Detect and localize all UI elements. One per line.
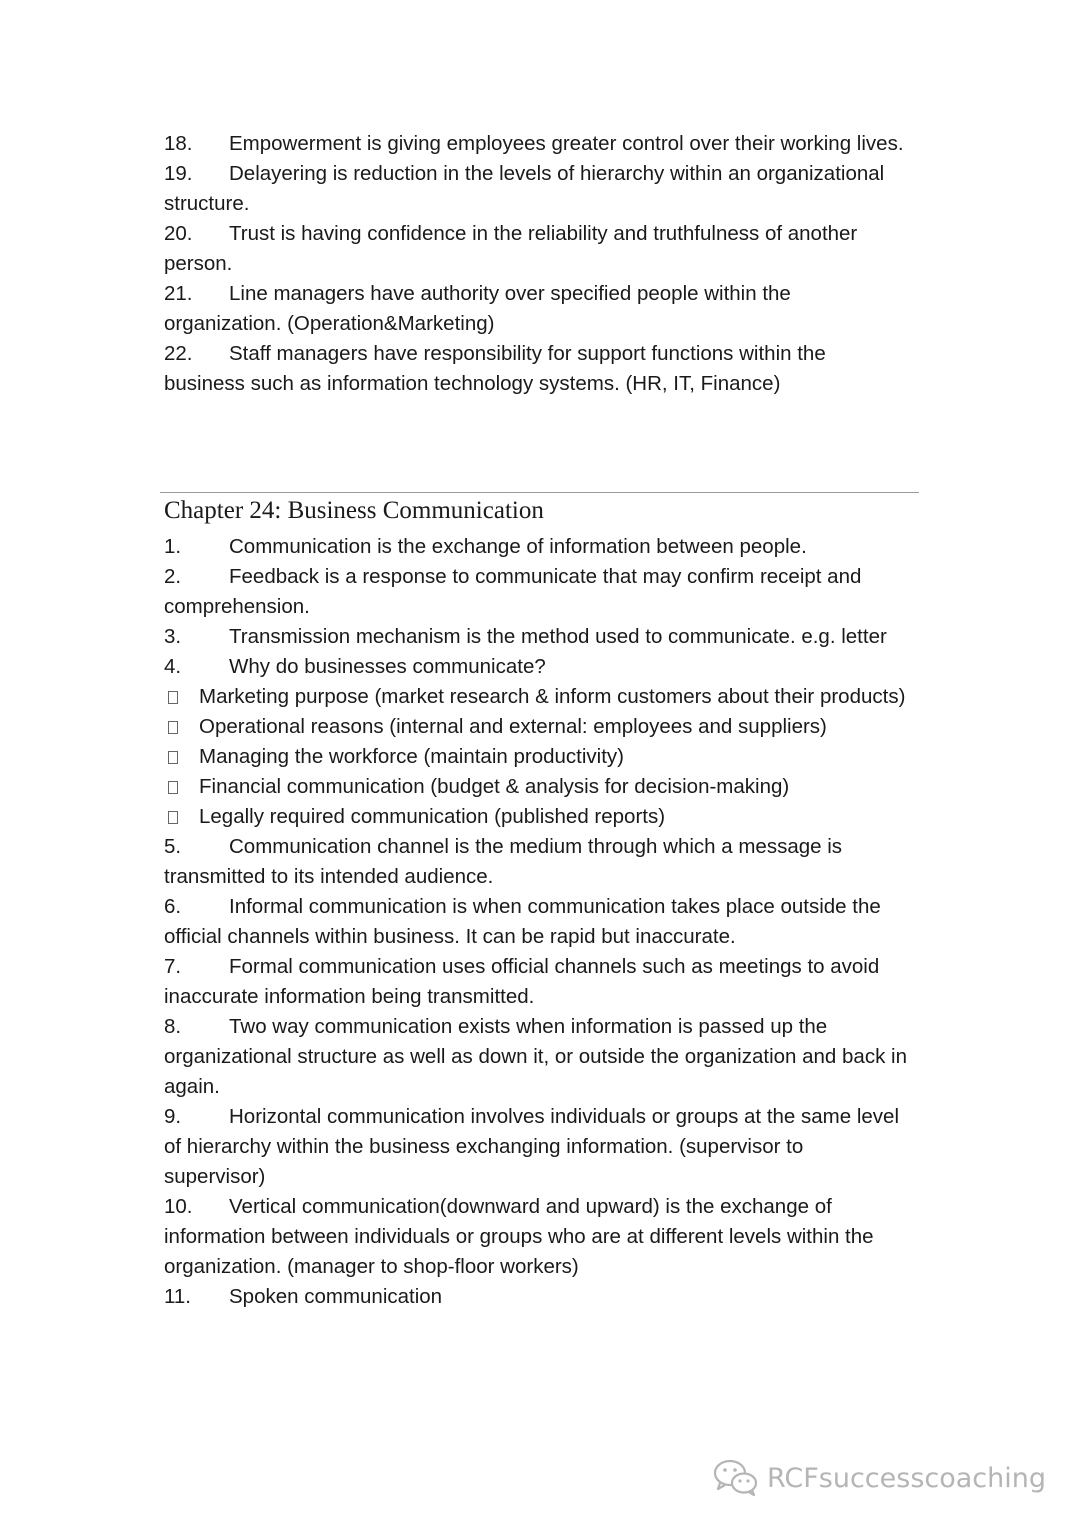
wechat-icon bbox=[713, 1458, 759, 1498]
list-item: 21. Line managers have authority over specified people within the organization. (Operation&Marketing) bbox=[164, 282, 791, 335]
bullet-box-icon bbox=[168, 781, 178, 794]
list-item: 10. Vertical communication(downward and upward) is the exchange of information between individuals or groups who are at different levels within the organization. (manager to shop-floor workers) bbox=[164, 1195, 874, 1278]
list-item: 3. Transmission mechanism is the method used to communicate. e.g. letter bbox=[164, 625, 887, 648]
list-item: 5. Communication channel is the medium through which a message is transmitted to its intended audience. bbox=[164, 835, 843, 888]
list-item: 22. Staff managers have responsibility for support functions within the business such as information technology systems. (HR, IT, Finance) bbox=[164, 342, 826, 395]
chapter-heading: Chapter 24: Business Communication bbox=[164, 497, 544, 524]
list-item: 1. Communication is the exchange of information between people. bbox=[164, 535, 807, 558]
list-item: 11. Spoken communication bbox=[164, 1285, 443, 1308]
bullet-item: Marketing purpose (market research & inform customers about their products) bbox=[164, 682, 909, 712]
bullet-box-icon bbox=[168, 811, 178, 824]
list-item: 2. Feedback is a response to communicate that may confirm receipt and comprehension. bbox=[164, 565, 862, 618]
list-item: 4. Why do businesses communicate? bbox=[164, 655, 546, 678]
bullet-item: Legally required communication (published reports) bbox=[164, 802, 909, 832]
bullet-box-icon bbox=[168, 721, 178, 734]
list-item: 19. Delayering is reduction in the levels of hierarchy within an organizational structure. bbox=[164, 162, 885, 215]
watermark bbox=[713, 1458, 1046, 1498]
watermark-text: RCFsuccesscoaching bbox=[766, 1462, 1046, 1494]
chapter-list bbox=[164, 532, 909, 1312]
list-item: 20. Trust is having confidence in the reliability and truthfulness of another person. bbox=[164, 222, 858, 275]
bullet-box-icon bbox=[168, 751, 178, 764]
bullet-item: Managing the workforce (maintain productivity) bbox=[164, 742, 909, 772]
top-list bbox=[164, 129, 909, 399]
bullet-item: Operational reasons (internal and external: employees and suppliers) bbox=[164, 712, 909, 742]
bullet-box-icon bbox=[168, 691, 178, 704]
list-item: 18. Empowerment is giving employees greater control over their working lives. bbox=[164, 132, 904, 155]
list-item: 7. Formal communication uses official channels such as meetings to avoid inaccurate information being transmitted. bbox=[164, 955, 880, 1008]
section-divider bbox=[160, 492, 919, 493]
list-item: 9. Horizontal communication involves individuals or groups at the same level of hierarchy within the business exchanging information. (supervisor to supervisor) bbox=[164, 1105, 899, 1188]
list-item: 8. Two way communication exists when information is passed up the organizational structure as well as down it, or outside the organization and back in again. bbox=[164, 1015, 907, 1098]
list-item: 6. Informal communication is when communication takes place outside the official channels within business. It can be rapid but inaccurate. bbox=[164, 895, 881, 948]
bullet-item: Financial communication (budget & analysis for decision-making) bbox=[164, 772, 909, 802]
